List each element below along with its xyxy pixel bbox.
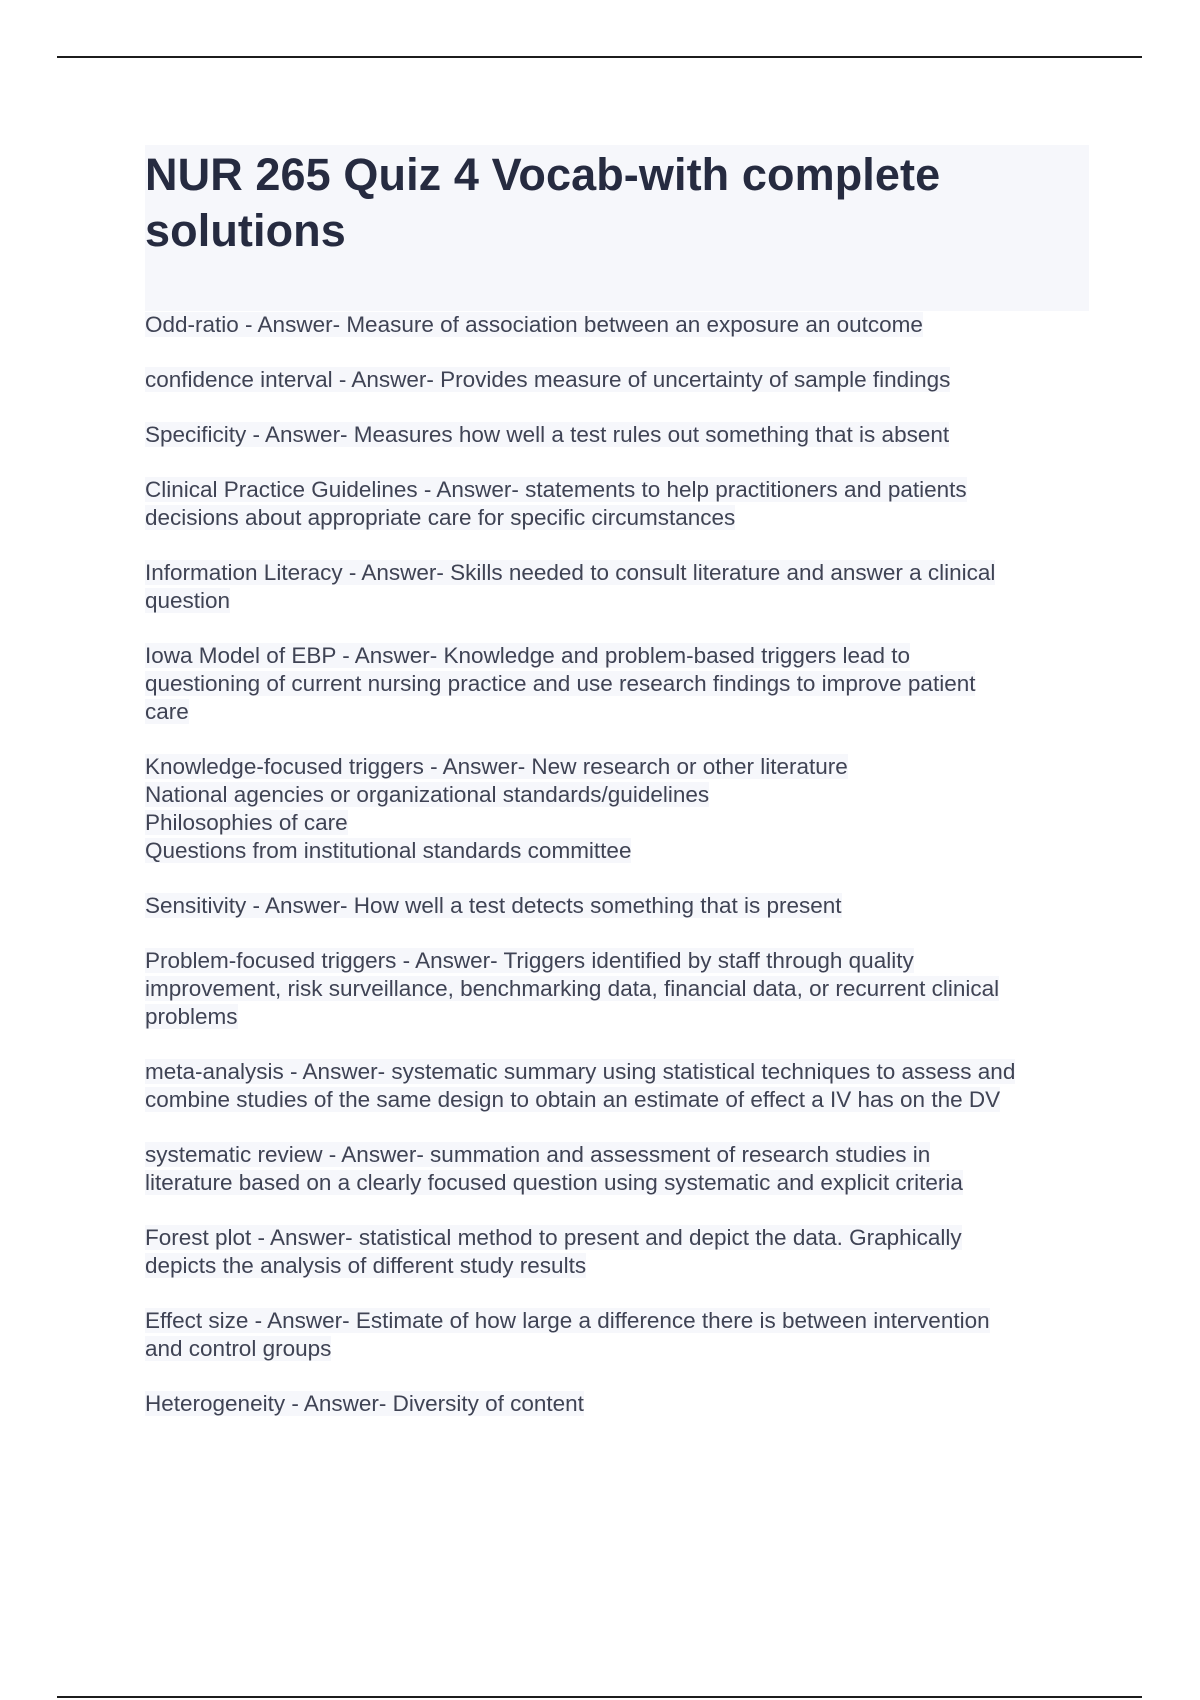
vocab-entry	[145, 1058, 1089, 1114]
vocab-entry-text: confidence interval - Answer- Provides measure of uncertainty of sample findings	[145, 367, 951, 392]
vocab-entry	[145, 892, 1089, 920]
title-block	[145, 145, 1089, 311]
vocab-entry	[145, 1307, 1089, 1363]
vocab-entry-text: Odd-ratio - Answer- Measure of association between an exposure an outcome	[145, 312, 923, 337]
vocab-entry	[145, 421, 1089, 449]
vocab-entry-text: Forest plot - Answer- statistical method to present and depict the data. Graphically depicts the analysis of different study results	[145, 1225, 962, 1278]
vocab-entry-text: Effect size - Answer- Estimate of how large a difference there is between intervention and control groups	[145, 1308, 990, 1361]
vocab-entry	[145, 559, 1089, 615]
bottom-divider	[57, 1696, 1142, 1698]
vocab-entry	[145, 476, 1089, 532]
document-body	[145, 145, 1089, 1418]
vocab-entry	[145, 1224, 1089, 1280]
vocab-entry-text: Information Literacy - Answer- Skills needed to consult literature and answer a clinical question	[145, 560, 996, 613]
vocab-entry-text: meta-analysis - Answer- systematic summary using statistical techniques to assess and combine studies of the same design to obtain an estimate of effect a IV has on the DV	[145, 1059, 1016, 1112]
vocab-entry	[145, 1141, 1089, 1197]
vocab-entry-text: Sensitivity - Answer- How well a test detects something that is present	[145, 893, 842, 918]
vocab-list	[145, 311, 1089, 1418]
vocab-entry-text: Specificity - Answer- Measures how well a test rules out something that is absent	[145, 422, 950, 447]
vocab-entry	[145, 1390, 1089, 1418]
vocab-entry	[145, 753, 1089, 865]
vocab-entry	[145, 642, 1089, 726]
vocab-entry-text: Problem-focused triggers - Answer- Triggers identified by staff through quality improvement, risk surveillance, benchmarking data, financial data, or recurrent clinical problems	[145, 948, 1000, 1029]
vocab-entry-text: Clinical Practice Guidelines - Answer- statements to help practitioners and patients decisions about appropriate care for specific circumstances	[145, 477, 967, 530]
vocab-entry	[145, 311, 1089, 339]
vocab-entry-text: systematic review - Answer- summation and assessment of research studies in literature based on a clearly focused question using systematic and explicit criteria	[145, 1142, 963, 1195]
vocab-entry-text: Knowledge-focused triggers - Answer- New research or other literature National agencies or organizational standards/guidelines Philosophies of care Questions from institutional standards committee	[145, 754, 848, 863]
vocab-entry-text: Iowa Model of EBP - Answer- Knowledge and problem-based triggers lead to questioning of current nursing practice and use research findings to improve patient care	[145, 643, 976, 724]
document-title: NUR 265 Quiz 4 Vocab-with complete solutions	[145, 149, 941, 256]
vocab-entry	[145, 366, 1089, 394]
top-divider	[57, 56, 1142, 58]
vocab-entry	[145, 947, 1089, 1031]
vocab-entry-text: Heterogeneity - Answer- Diversity of content	[145, 1391, 584, 1416]
